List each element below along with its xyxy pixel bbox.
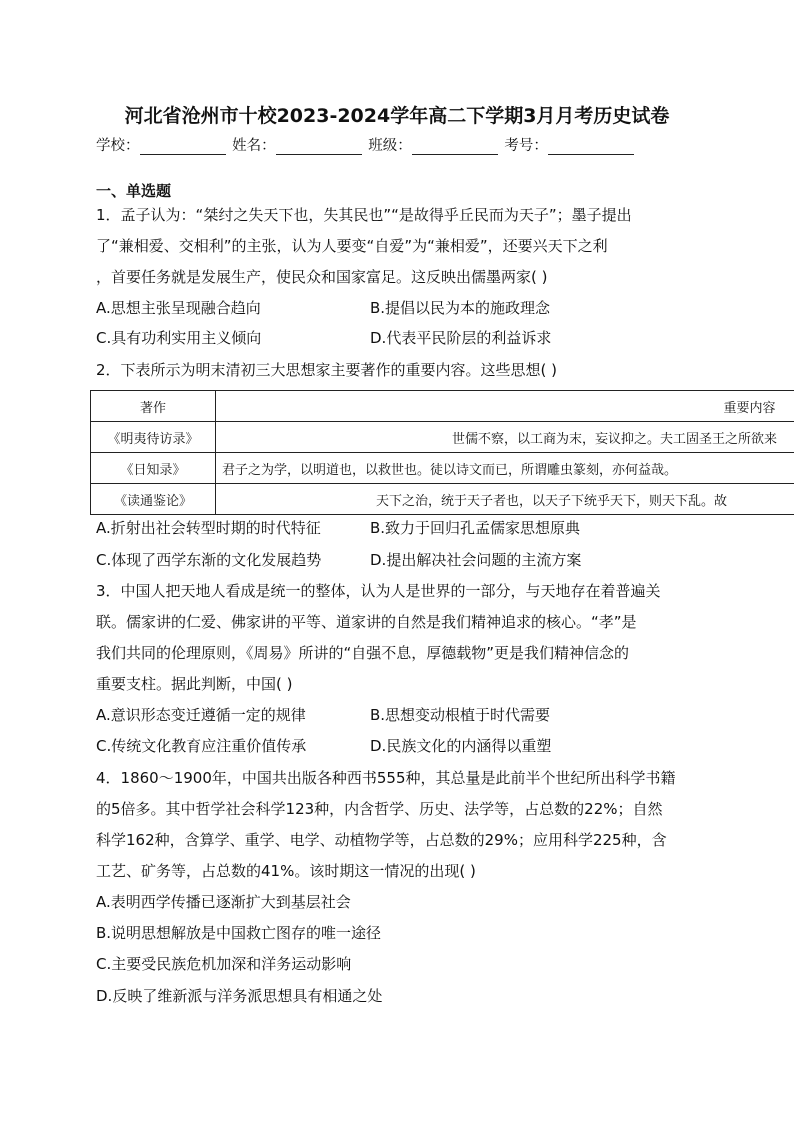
student-info-row bbox=[96, 134, 736, 155]
q1-option-b[interactable]: B.提倡以民为本的施政理念 bbox=[370, 299, 551, 317]
q2-table-clip bbox=[0, 380, 794, 520]
section-title: 一、单选题 bbox=[96, 182, 172, 200]
q1-option-a[interactable]: A.思想主张呈现融合趋向 bbox=[96, 299, 261, 317]
q1-option-c[interactable]: C.具有功利实用主义倾向 bbox=[96, 329, 262, 347]
q1-line: 了“兼相爱、交相利”的主张，认为人要变“自爱”为“兼相爱”，还要兴天下之利 bbox=[96, 237, 608, 255]
table-cell-content: 君子之为学，以明道也，以救世也。徒以诗文而已，所谓雕虫篆刻，亦何益哉。 bbox=[216, 453, 794, 484]
table-cell-work: 《日知录》 bbox=[91, 453, 216, 484]
school-blank[interactable] bbox=[140, 138, 226, 155]
q4-option-a[interactable]: A.表明西学传播已逐渐扩大到基层社会 bbox=[96, 893, 351, 911]
q1-option-d[interactable]: D.代表平民阶层的利益诉求 bbox=[370, 329, 552, 347]
table-row bbox=[91, 484, 794, 515]
q3-option-d[interactable]: D.民族文化的内涵得以重塑 bbox=[370, 737, 552, 755]
table-header-row bbox=[91, 391, 794, 422]
q2-option-b[interactable]: B.致力于回归孔孟儒家思想原典 bbox=[370, 519, 581, 537]
table-header-cell: 重要内容 bbox=[216, 391, 794, 422]
q3-option-c[interactable]: C.传统文化教育应注重价值传承 bbox=[96, 737, 307, 755]
q1-line: ，首要任务就是发展生产，使民众和国家富足。这反映出儒墨两家( ) bbox=[96, 268, 548, 286]
q3-line: 3．中国人把天地人看成是统一的整体，认为人是世界的一部分，与天地存在着普遍关 bbox=[96, 582, 661, 600]
exam-no-label: 考号： bbox=[504, 138, 548, 154]
q4-option-c[interactable]: C.主要受民族危机加深和洋务运动影响 bbox=[96, 955, 352, 973]
exam-no-blank[interactable] bbox=[548, 138, 634, 155]
table-cell-content: 世儒不察，以工商为末，妄议抑之。夫工固圣王之所欲来 bbox=[216, 422, 794, 453]
q3-line: 联。儒家讲的仁爱、佛家讲的平等、道家讲的自然是我们精神追求的核心。“孝”是 bbox=[96, 613, 637, 631]
class-label: 班级： bbox=[368, 138, 412, 154]
table-row bbox=[91, 453, 794, 484]
q3-line: 我们共同的伦理原则，《周易》所讲的“自强不息，厚德载物”更是我们精神信念的 bbox=[96, 644, 630, 662]
q3-option-b[interactable]: B.思想变动根植于时代需要 bbox=[370, 706, 551, 724]
q3-option-a[interactable]: A.意识形态变迁遵循一定的规律 bbox=[96, 706, 306, 724]
q2-option-c[interactable]: C.体现了西学东渐的文化发展趋势 bbox=[96, 551, 322, 569]
table-cell-content: 天下之治，统于天子者也，以天子下统乎天下，则天下乱。故 bbox=[216, 484, 794, 515]
q4-line: 科学162种，含算学、重学、电学、动植物学等，占总数的29%；应用科学225种，含 bbox=[96, 831, 667, 849]
q4-line: 的5倍多。其中哲学社会科学123种，内含哲学、历史、法学等，占总数的22%；自然 bbox=[96, 800, 663, 818]
table-row bbox=[91, 422, 794, 453]
q2-option-a[interactable]: A.折射出社会转型时期的时代特征 bbox=[96, 519, 321, 537]
school-label: 学校： bbox=[96, 138, 140, 154]
q3-line: 重要支柱。据此判断，中国( ) bbox=[96, 675, 293, 693]
q1-line: 1．孟子认为：“桀纣之失天下也，失其民也”“是故得乎丘民而为天子”；墨子提出 bbox=[96, 206, 632, 224]
table-header-cell: 著作 bbox=[91, 391, 216, 422]
q4-option-b[interactable]: B.说明思想解放是中国救亡图存的唯一途径 bbox=[96, 924, 382, 942]
q4-option-d[interactable]: D.反映了维新派与洋务派思想具有相通之处 bbox=[96, 987, 383, 1005]
q4-line: 4．1860～1900年，中国共出版各种西书555种，其总量是此前半个世纪所出科学书籍 bbox=[96, 769, 676, 787]
q2-stem: 2．下表所示为明末清初三大思想家主要著作的重要内容。这些思想( ) bbox=[96, 361, 558, 379]
q2-table bbox=[90, 390, 794, 515]
table-cell-work: 《明夷待访录》 bbox=[91, 422, 216, 453]
exam-title: 河北省沧州市十校2023-2024学年高二下学期3月月考历史试卷 bbox=[124, 105, 670, 127]
name-label: 姓名： bbox=[232, 138, 276, 154]
table-cell-work: 《读通鉴论》 bbox=[91, 484, 216, 515]
q2-option-d[interactable]: D.提出解决社会问题的主流方案 bbox=[370, 551, 582, 569]
name-blank[interactable] bbox=[276, 138, 362, 155]
q4-line: 工艺、矿务等，占总数的41%。该时期这一情况的出现( ) bbox=[96, 862, 476, 880]
class-blank[interactable] bbox=[412, 138, 498, 155]
